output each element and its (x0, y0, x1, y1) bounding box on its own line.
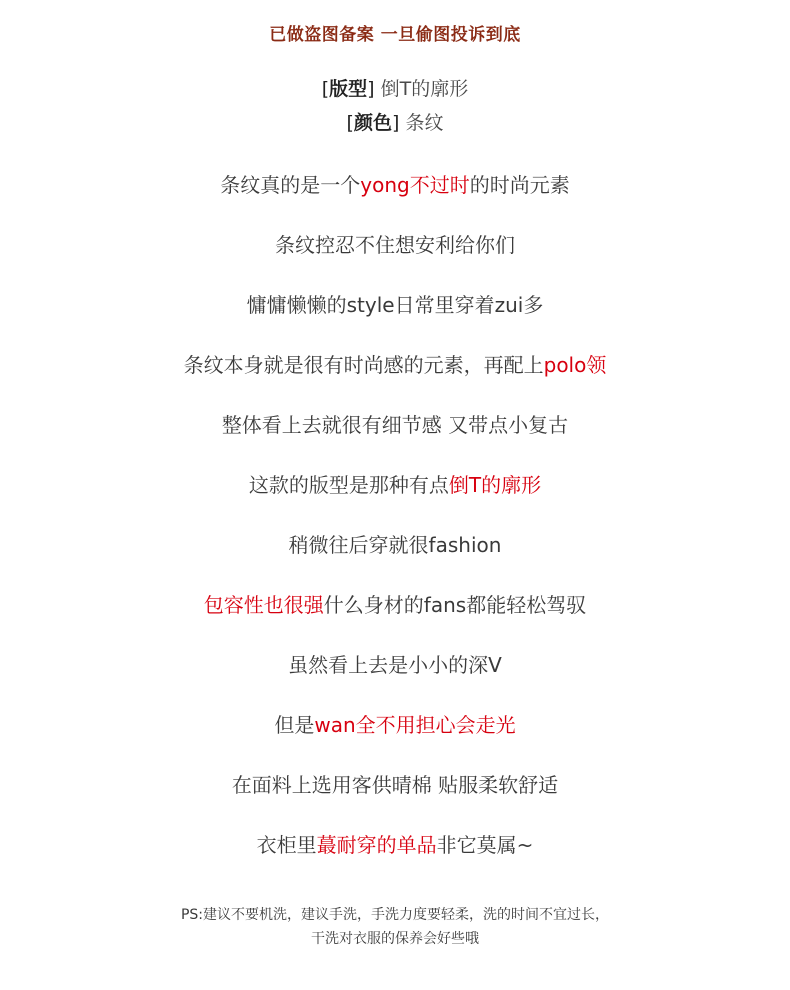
description-line (0, 709, 790, 738)
line-highlight: 倒T的廓形 (448, 473, 542, 497)
description-line (0, 409, 790, 438)
bracket-open: [ (321, 78, 330, 100)
line-text: 整体看上去就很有细节感 又带点小复古 (221, 413, 569, 437)
line-text: 条纹控忍不住想安利给你们 (275, 233, 515, 257)
line-highlight: 包容性也很强 (203, 593, 324, 617)
line-highlight: yong不过时 (360, 173, 470, 197)
description-line (0, 469, 790, 498)
washing-note-line-1: PS:建议不要机洗，建议手洗，手洗力度要轻柔，洗的时间不宜过长， (180, 907, 610, 923)
line-text: 条纹本身就是很有时尚感的元素，再配上 (183, 353, 544, 377)
bracket-close: ] (367, 78, 375, 100)
description-line (0, 169, 790, 198)
description-line (0, 529, 790, 558)
spec-key: 颜色 (353, 112, 392, 134)
description-line (0, 769, 790, 798)
line-text: 虽然看上去是小小的深V (288, 653, 502, 677)
anti-theft-notice: 已做盗图备案 一旦偷图投诉到底 (269, 25, 521, 45)
washing-note (0, 903, 790, 951)
line-text: 在面料上选用客供晴棉 贴服柔软舒适 (231, 773, 559, 797)
description-line (0, 649, 790, 678)
line-text: 但是 (274, 713, 315, 737)
spec-value: 条纹 (405, 112, 444, 134)
description-line (0, 589, 790, 618)
line-text-tail: 什么身材的fans都能轻松驾驭 (323, 593, 587, 617)
line-text: 衣柜里 (256, 833, 317, 857)
description-line (0, 289, 790, 318)
spec-key: 版型 (329, 78, 368, 100)
line-text: 这款的版型是那种有点 (248, 473, 449, 497)
spec-value: 倒T的廓形 (380, 78, 469, 100)
line-text-tail: 非它莫属~ (436, 833, 534, 857)
line-text: 稍微往后穿就很fashion (288, 533, 502, 557)
line-highlight: wan全不用担心会走光 (314, 713, 516, 737)
spec-style (0, 74, 790, 101)
washing-note-line-2: 干洗对衣服的保养会好些哦 (311, 931, 479, 947)
description-line (0, 229, 790, 258)
bracket-close: ] (391, 112, 400, 134)
line-text-tail: 的时尚元素 (469, 173, 570, 197)
description-line (0, 829, 790, 858)
description-line (0, 349, 790, 378)
bracket-open: [ (346, 112, 354, 134)
line-text: 慵慵懒懒的style日常里穿着zui多 (246, 293, 544, 317)
line-text: 条纹真的是一个 (220, 173, 361, 197)
line-highlight: polo领 (543, 353, 607, 377)
spec-color (0, 108, 790, 135)
line-highlight: 蕞耐穿的单品 (316, 833, 437, 857)
